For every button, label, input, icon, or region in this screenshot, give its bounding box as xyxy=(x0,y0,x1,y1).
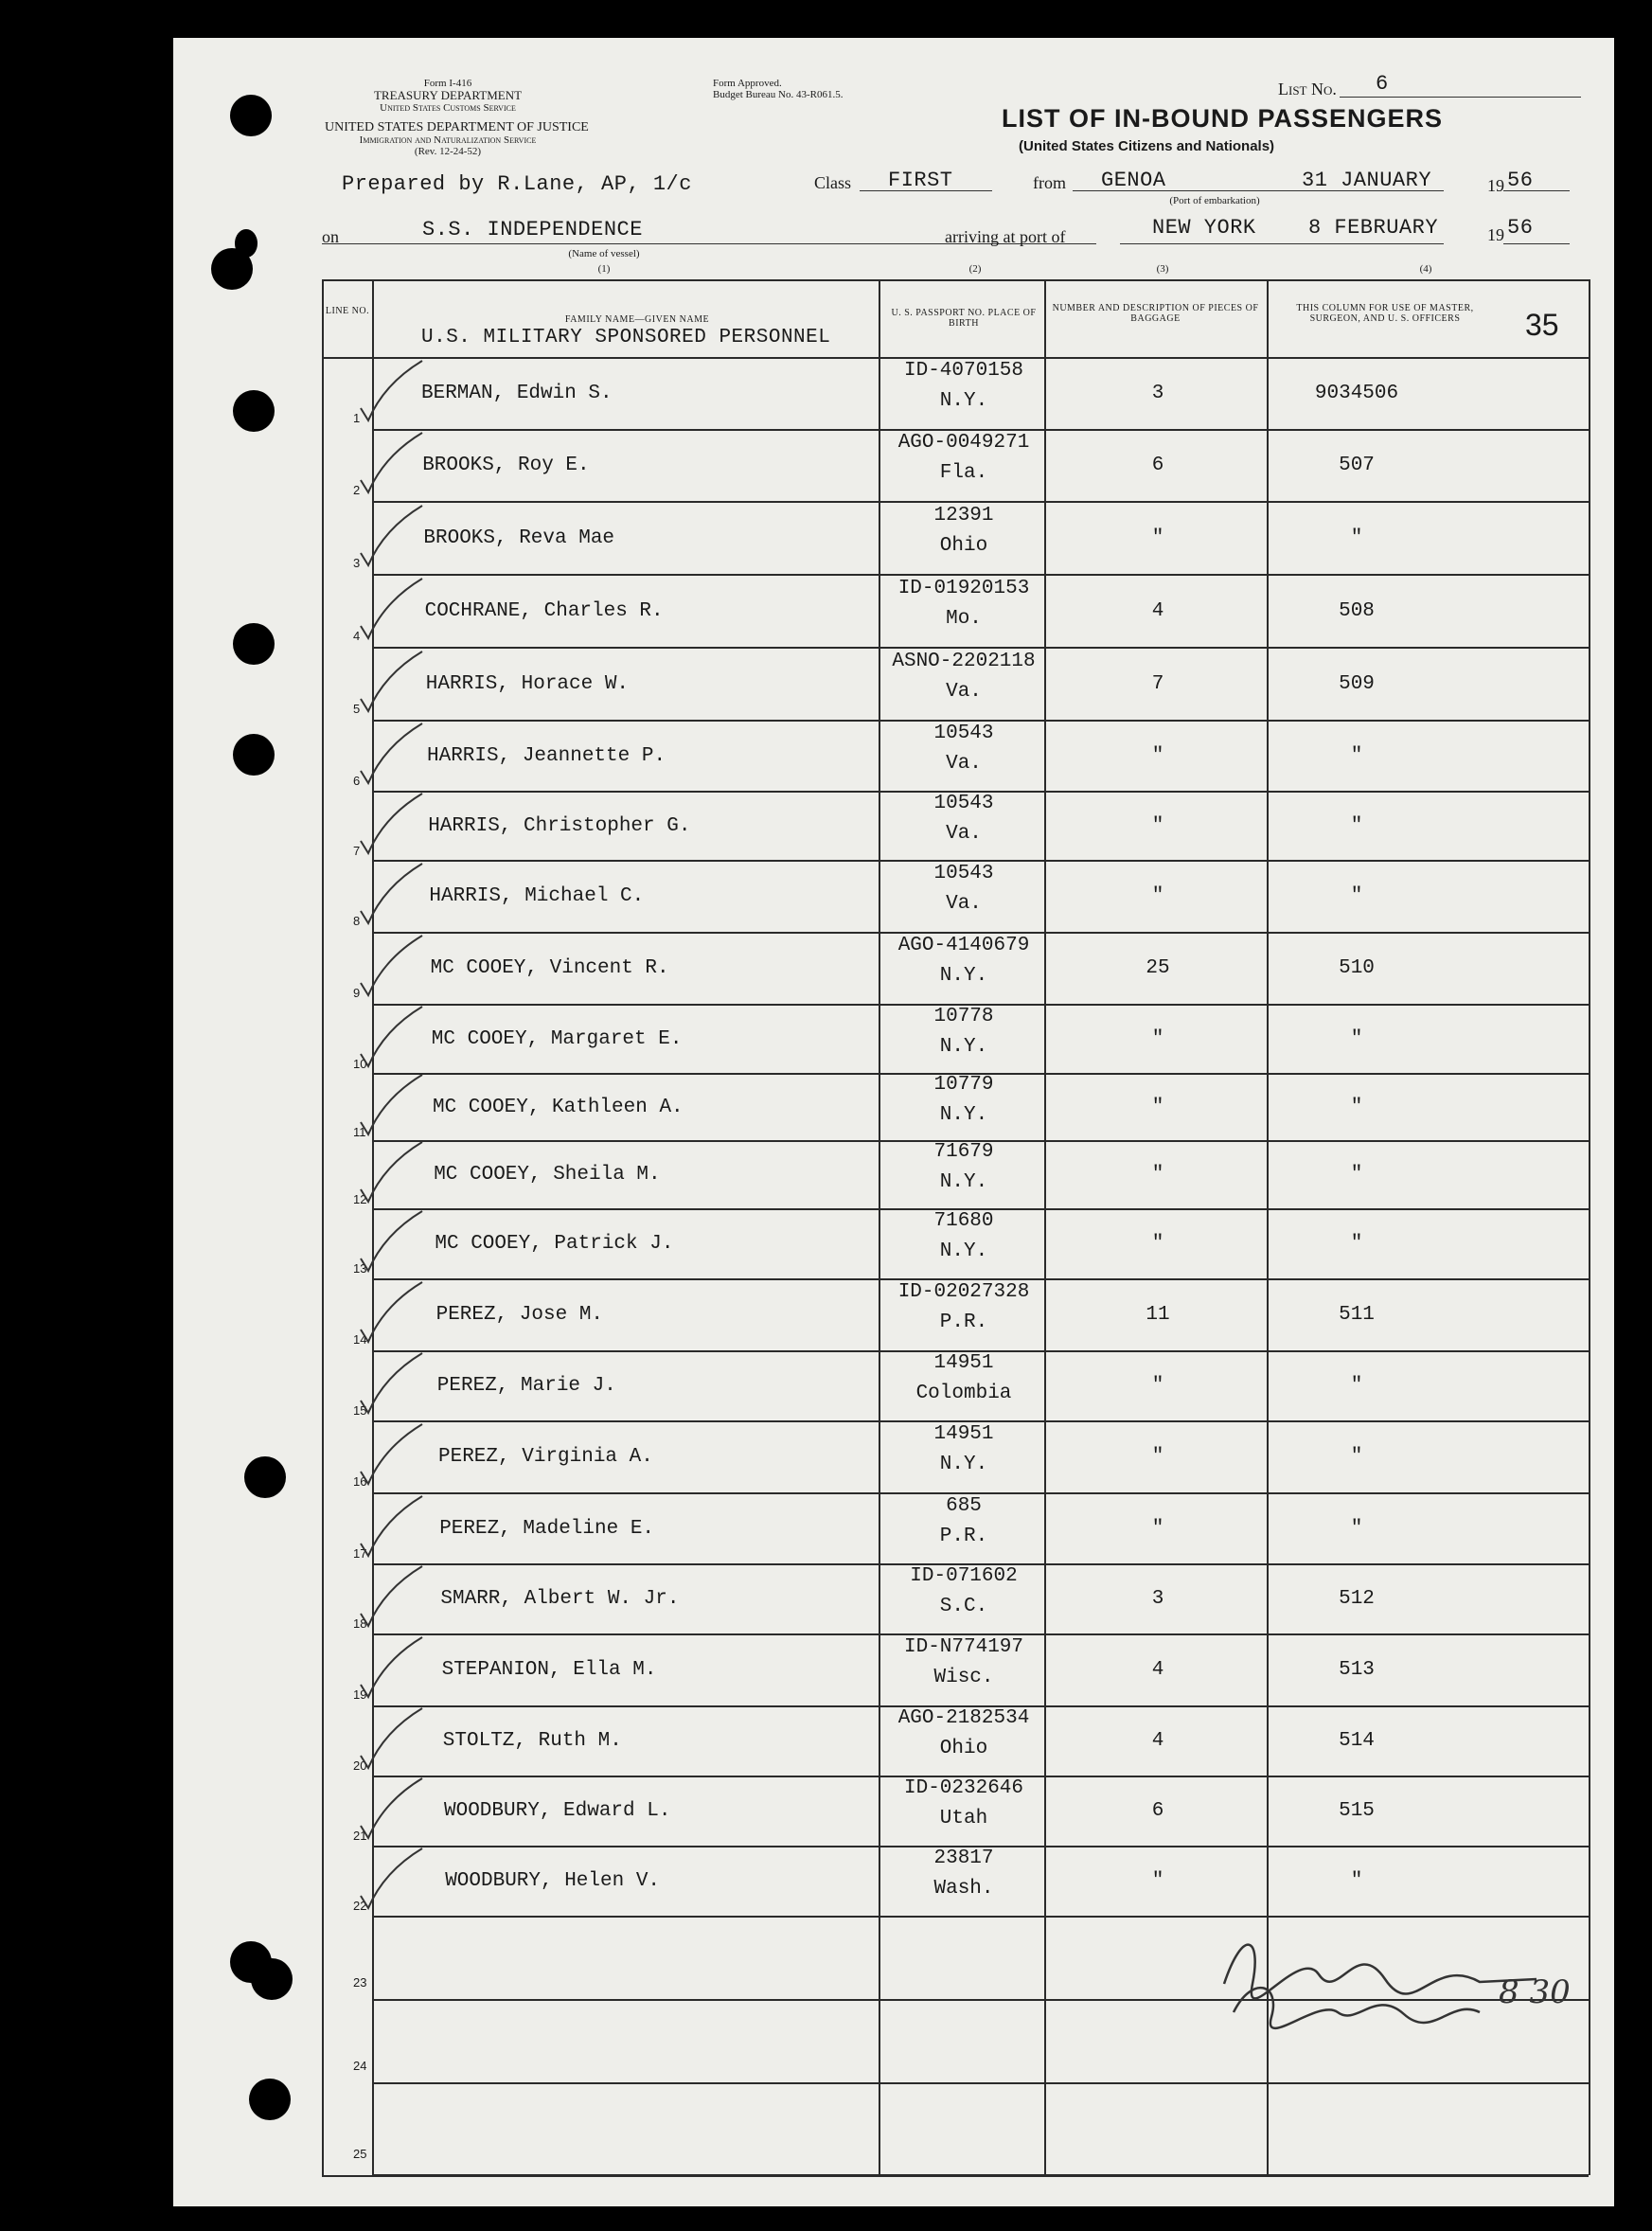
baggage-count: " xyxy=(1151,1517,1164,1540)
check-mark-icon xyxy=(351,428,427,504)
place-of-birth: Va. xyxy=(946,752,982,775)
from-value: GENOA xyxy=(1101,169,1166,192)
line-number: 18 xyxy=(353,1616,367,1631)
official-number: " xyxy=(1350,1096,1363,1118)
baggage-count: " xyxy=(1151,1375,1164,1397)
place-of-birth: Mo. xyxy=(946,607,982,630)
check-mark-icon xyxy=(351,1002,427,1078)
passport-number: 10779 xyxy=(933,1073,994,1096)
place-of-birth: P.R. xyxy=(939,1312,988,1333)
passport-number: 23817 xyxy=(933,1847,994,1869)
place-of-birth: Va. xyxy=(946,893,982,915)
line-number: 1 xyxy=(353,410,361,425)
from-label: from xyxy=(1033,173,1066,192)
passport-number: 10543 xyxy=(933,722,994,744)
official-number: 511 xyxy=(1339,1304,1375,1326)
customs-label: United States Customs Service xyxy=(380,102,516,114)
passenger-name: STEPANION, Ella M. xyxy=(441,1659,657,1681)
handwritten-signature xyxy=(1196,1908,1603,2031)
line-number: 7 xyxy=(353,843,361,858)
table-row xyxy=(173,933,1614,1005)
official-number: " xyxy=(1350,1517,1363,1540)
line-number: 16 xyxy=(353,1474,367,1489)
header-officers: THIS COLUMN FOR USE OF MASTER, SURGEON, AND U. S. OFFICERS xyxy=(1296,303,1474,324)
passport-number: ID-4070158 xyxy=(903,359,1024,382)
passport-number: AGO-0049271 xyxy=(897,432,1030,454)
line-number: 11 xyxy=(353,1124,366,1139)
line-number: 21 xyxy=(353,1829,367,1843)
col-num-4: (4) xyxy=(1419,263,1432,275)
baggage-count: " xyxy=(1151,885,1164,907)
table-row xyxy=(173,1493,1614,1564)
vessel-caption: (Name of vessel) xyxy=(568,248,640,259)
baggage-count: " xyxy=(1151,744,1164,767)
col-num-1: (1) xyxy=(597,263,611,275)
passport-number: 12391 xyxy=(933,504,994,527)
table-row xyxy=(173,721,1614,792)
arrival-port: NEW YORK xyxy=(1152,216,1256,240)
line-number: 20 xyxy=(353,1758,367,1773)
official-number: " xyxy=(1350,1375,1363,1397)
passenger-name: MC COOEY, Vincent R. xyxy=(430,957,669,979)
check-mark-icon xyxy=(351,859,427,935)
col-num-3: (3) xyxy=(1156,263,1169,275)
passenger-name: MC COOEY, Kathleen A. xyxy=(433,1096,684,1118)
table-row xyxy=(173,1005,1614,1074)
header-baggage: NUMBER AND DESCRIPTION OF PIECES OF BAGGAGE xyxy=(1052,303,1259,324)
baggage-count: 3 xyxy=(1151,1588,1164,1610)
check-mark-icon xyxy=(351,931,427,1007)
line-number: 6 xyxy=(353,773,361,788)
line-number: 9 xyxy=(353,986,361,1000)
official-number: " xyxy=(1350,1446,1363,1468)
table-row xyxy=(173,1776,1614,1847)
table-row xyxy=(173,2083,1614,2175)
passport-number: AGO-2182534 xyxy=(897,1707,1030,1729)
baggage-count: " xyxy=(1151,1027,1164,1050)
line-number: 25 xyxy=(353,2146,367,2161)
place-of-birth: N.Y. xyxy=(939,1240,988,1262)
header-name: FAMILY NAME—GIVEN NAME xyxy=(564,314,710,325)
place-of-birth: P.R. xyxy=(939,1525,988,1547)
header-line-no: LINE NO. xyxy=(325,306,370,316)
passenger-name: PEREZ, Marie J. xyxy=(436,1375,616,1397)
table-row xyxy=(173,648,1614,721)
passport-number: AGO-4140679 xyxy=(897,935,1030,956)
treasury-label: TREASURY DEPARTMENT xyxy=(373,88,523,102)
port-caption: (Port of embarkation) xyxy=(1169,195,1260,206)
check-mark-icon xyxy=(351,1491,427,1567)
list-no-value: 6 xyxy=(1376,72,1389,96)
check-mark-icon xyxy=(351,1844,427,1919)
list-no-label: List No. xyxy=(1278,80,1337,98)
table-row xyxy=(173,1279,1614,1351)
official-number: 512 xyxy=(1339,1588,1375,1610)
table-row xyxy=(173,1634,1614,1706)
passenger-name: WOODBURY, Edward L. xyxy=(444,1800,671,1822)
table-row xyxy=(173,1141,1614,1209)
official-number: 510 xyxy=(1339,957,1375,979)
place-of-birth: N.Y. xyxy=(939,1454,988,1475)
official-number: " xyxy=(1350,527,1363,549)
year-prefix: 19 xyxy=(1487,176,1504,195)
line-number: 22 xyxy=(353,1899,367,1913)
row-divider xyxy=(372,2174,1589,2176)
arriving-label: arriving at port of xyxy=(945,227,1066,246)
baggage-count: 7 xyxy=(1151,672,1164,695)
baggage-count: 6 xyxy=(1151,1800,1164,1822)
passport-number: 685 xyxy=(946,1494,982,1517)
passenger-name: BROOKS, Reva Mae xyxy=(423,527,615,549)
baggage-count: 6 xyxy=(1151,455,1164,476)
list-title: LIST OF IN-BOUND PASSENGERS xyxy=(1002,104,1444,133)
official-number: 508 xyxy=(1339,599,1375,622)
passport-number: 14951 xyxy=(933,1423,994,1445)
place-of-birth: Fla. xyxy=(939,462,988,484)
official-number: 9034506 xyxy=(1314,382,1399,404)
table-row xyxy=(173,357,1614,430)
official-number: 513 xyxy=(1339,1659,1375,1681)
table-row xyxy=(173,1564,1614,1634)
passport-number: ID-02027328 xyxy=(897,1281,1030,1303)
passport-number: ID-071602 xyxy=(910,1565,1018,1587)
place-of-birth: S.C. xyxy=(939,1596,988,1617)
baggage-count: " xyxy=(1151,1096,1164,1118)
passenger-name: STOLTZ, Ruth M. xyxy=(442,1730,622,1752)
line-number: 12 xyxy=(353,1192,367,1206)
passenger-name: PEREZ, Madeline E. xyxy=(439,1517,655,1540)
baggage-count: " xyxy=(1151,1233,1164,1255)
passport-number: ID-01920153 xyxy=(897,577,1030,599)
line-number: 23 xyxy=(353,1975,367,1990)
line-number: 15 xyxy=(353,1403,367,1418)
place-of-birth: N.Y. xyxy=(939,1103,988,1126)
passenger-name: MC COOEY, Sheila M. xyxy=(434,1164,661,1186)
passenger-name: BERMAN, Edwin S. xyxy=(421,382,613,404)
place-of-birth: N.Y. xyxy=(939,389,988,412)
official-number: " xyxy=(1350,744,1363,767)
col-num-2: (2) xyxy=(968,263,982,275)
passenger-name: PEREZ, Jose M. xyxy=(435,1304,604,1326)
place-of-birth: N.Y. xyxy=(939,1035,988,1058)
baggage-count: 4 xyxy=(1151,1659,1164,1681)
line-number: 19 xyxy=(353,1687,367,1702)
on-label: on xyxy=(322,227,339,246)
list-subtitle: (United States Citizens and Nationals) xyxy=(1019,138,1275,154)
table-row xyxy=(173,792,1614,861)
budget-bureau: Budget Bureau No. 43-R061.5. xyxy=(713,89,844,100)
check-mark-icon xyxy=(351,1419,427,1495)
class-value: FIRST xyxy=(888,169,953,192)
prepared-by: Prepared by R.Lane, AP, 1/c xyxy=(342,172,692,196)
passenger-name: PEREZ, Virginia A. xyxy=(438,1446,653,1468)
place-of-birth: Utah xyxy=(939,1808,988,1829)
check-mark-icon xyxy=(351,574,427,650)
baggage-count: " xyxy=(1151,1446,1164,1468)
table-row xyxy=(173,502,1614,575)
official-number: 507 xyxy=(1339,455,1375,476)
place-of-birth: Wash. xyxy=(933,1878,994,1900)
depart-year: 56 xyxy=(1507,169,1534,192)
baggage-count: 4 xyxy=(1151,1730,1164,1752)
passenger-name: SMARR, Albert W. Jr. xyxy=(440,1588,680,1610)
baggage-count: " xyxy=(1151,527,1164,549)
check-mark-icon xyxy=(351,1137,427,1213)
baggage-count: " xyxy=(1151,1870,1164,1892)
line-number: 17 xyxy=(353,1545,367,1561)
line-number: 5 xyxy=(353,701,361,716)
passport-number: 10543 xyxy=(933,863,994,884)
passport-number: 14951 xyxy=(933,1352,994,1374)
table-row xyxy=(173,1421,1614,1493)
baggage-count: 25 xyxy=(1146,957,1170,979)
table-row xyxy=(173,1209,1614,1279)
check-mark-icon xyxy=(351,1774,427,1849)
form-number: Form I-416 xyxy=(423,78,472,89)
line-number: 4 xyxy=(353,628,361,643)
passenger-name: HARRIS, Jeannette P. xyxy=(427,744,666,767)
place-of-birth: Colombia xyxy=(915,1383,1012,1404)
passenger-name: HARRIS, Horace W. xyxy=(425,672,630,695)
line-number: 2 xyxy=(353,483,361,497)
official-number: 514 xyxy=(1339,1730,1375,1752)
header-group: U.S. MILITARY SPONSORED PERSONNEL xyxy=(421,327,831,348)
baggage-count: 11 xyxy=(1146,1304,1170,1326)
line-number: 24 xyxy=(353,2059,367,2073)
passport-number: 71679 xyxy=(933,1141,994,1163)
passport-number: 10778 xyxy=(933,1005,994,1027)
check-mark-icon xyxy=(351,1277,427,1353)
official-number: " xyxy=(1350,1233,1363,1255)
check-mark-icon xyxy=(351,356,427,432)
passport-number: 71680 xyxy=(933,1210,994,1232)
arrival-date: 8 FEBRUARY xyxy=(1308,216,1439,240)
place-of-birth: Va. xyxy=(946,822,982,845)
passenger-name: HARRIS, Michael C. xyxy=(429,885,645,907)
official-number: " xyxy=(1350,1027,1363,1050)
check-mark-icon xyxy=(351,789,427,865)
baggage-count: 4 xyxy=(1151,599,1164,622)
place-of-birth: N.Y. xyxy=(939,1171,988,1193)
table-row xyxy=(173,861,1614,933)
place-of-birth: Va. xyxy=(946,680,982,703)
check-mark-icon xyxy=(351,1633,427,1708)
class-label: Class xyxy=(814,173,852,192)
annotation-time: 8 30 xyxy=(1499,1973,1571,2011)
depart-date: 31 JANUARY xyxy=(1302,169,1432,192)
official-number: " xyxy=(1350,1164,1363,1186)
place-of-birth: N.Y. xyxy=(939,965,988,987)
check-mark-icon xyxy=(351,1562,427,1637)
passport-number: 10543 xyxy=(933,792,994,814)
check-mark-icon xyxy=(351,501,427,577)
place-of-birth: Ohio xyxy=(939,1738,988,1759)
check-mark-icon xyxy=(351,1704,427,1779)
table-row xyxy=(173,1706,1614,1776)
check-mark-icon xyxy=(351,647,427,723)
passenger-name: MC COOEY, Patrick J. xyxy=(435,1233,674,1255)
passenger-name: HARRIS, Christopher G. xyxy=(428,814,691,837)
check-mark-icon xyxy=(351,1348,427,1424)
place-of-birth: Wisc. xyxy=(933,1667,994,1688)
official-number: 509 xyxy=(1339,672,1375,695)
check-mark-icon xyxy=(351,1070,427,1146)
table-row xyxy=(173,1074,1614,1141)
line-number: 13 xyxy=(353,1261,367,1276)
rev-label: (Rev. 12-24-52) xyxy=(414,146,482,157)
arrival-year: 56 xyxy=(1507,216,1534,240)
line-number: 3 xyxy=(353,555,361,570)
arrival-year-prefix: 19 xyxy=(1487,225,1504,244)
baggage-count: " xyxy=(1151,814,1164,837)
official-number: " xyxy=(1350,814,1363,837)
passport-number: ID-0232646 xyxy=(903,1777,1024,1799)
header-passport: U. S. PASSPORT NO. PLACE OF BIRTH xyxy=(891,308,1037,329)
passport-number: ID-N774197 xyxy=(903,1636,1024,1658)
table-top-border xyxy=(322,279,1589,281)
place-of-birth: Ohio xyxy=(939,534,988,557)
passenger-name: COCHRANE, Charles R. xyxy=(424,599,664,622)
baggage-count: " xyxy=(1151,1164,1164,1186)
passenger-name: WOODBURY, Helen V. xyxy=(445,1870,661,1892)
official-number: " xyxy=(1350,885,1363,907)
passenger-name: BROOKS, Roy E. xyxy=(422,455,590,476)
passport-number: ASNO-2202118 xyxy=(892,650,1036,672)
official-number: 515 xyxy=(1339,1800,1375,1822)
table-row xyxy=(173,430,1614,502)
form-approved: Form Approved. xyxy=(713,78,782,89)
check-mark-icon xyxy=(351,1206,427,1282)
line-number: 10 xyxy=(353,1056,367,1071)
check-mark-icon xyxy=(351,719,427,794)
justice-label: UNITED STATES DEPARTMENT OF JUSTICE xyxy=(325,120,589,134)
line-number: 14 xyxy=(353,1332,367,1347)
table-row xyxy=(173,1351,1614,1421)
line-number: 8 xyxy=(353,914,361,928)
baggage-count: 3 xyxy=(1151,382,1164,404)
ins-label: Immigration and Naturalization Service xyxy=(359,134,537,146)
vessel-name: S.S. INDEPENDENCE xyxy=(422,218,643,241)
table-row xyxy=(173,575,1614,648)
table-row xyxy=(173,1847,1614,1917)
document-page xyxy=(173,38,1614,2206)
official-number: " xyxy=(1350,1870,1363,1892)
header-count: 35 xyxy=(1525,308,1559,342)
passenger-name: MC COOEY, Margaret E. xyxy=(431,1027,683,1050)
